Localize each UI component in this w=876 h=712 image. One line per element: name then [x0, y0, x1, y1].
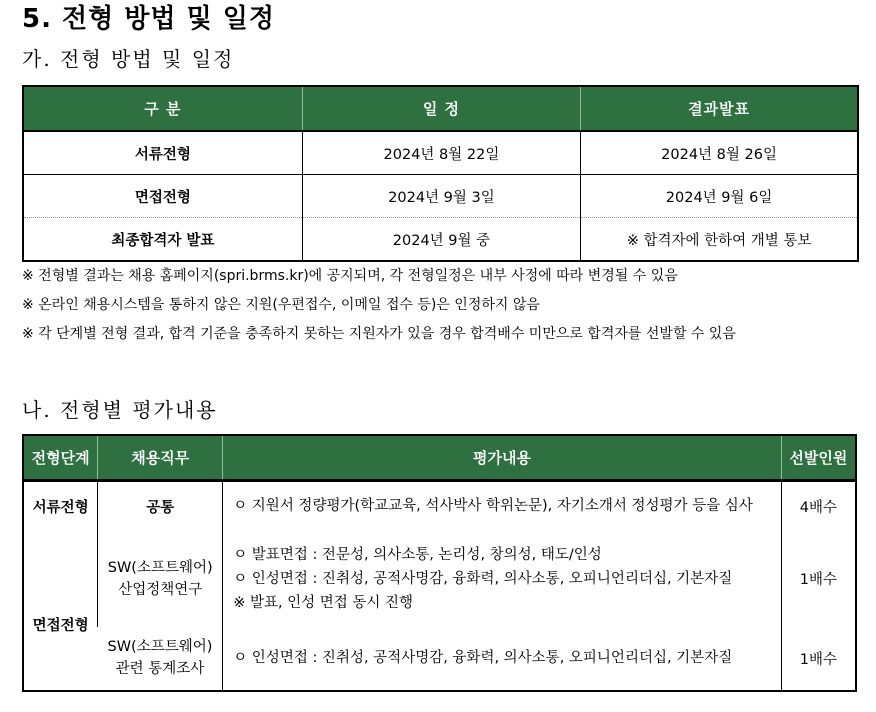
- table-row: [23, 175, 858, 218]
- count-cell: 4배수: [781, 481, 856, 531]
- header-schedule: 일 정: [302, 86, 580, 131]
- section-heading: 5. 전형 방법 및 일정: [22, 4, 275, 34]
- header-result: 결과발표: [581, 86, 858, 131]
- header-category: 구 분: [23, 86, 302, 131]
- content-cell: ㅇ 인성면접 : 진취성, 공적사명감, 융화력, 의사소통, 오피니언리더십, 기본자질: [223, 627, 782, 691]
- table-row: [23, 131, 858, 175]
- content-line: ㅇ 인성면접 : 진취성, 공적사명감, 융화력, 의사소통, 오피니언리더십, 기본자질: [233, 570, 733, 587]
- result-cell: ※ 합격자에 한하여 개별 통보: [581, 218, 858, 262]
- stage-cell: 면접전형: [23, 175, 302, 218]
- note-line: ※ 각 단계별 전형 결과, 합격 기준을 충족하지 못하는 지원자가 있을 경우 합격배수 미만으로 합격자를 선발할 수 있음: [22, 326, 736, 342]
- content-cell: [223, 531, 782, 627]
- table-row: [23, 531, 856, 627]
- job-cell: [98, 531, 223, 627]
- job-line: 산업정책연구: [118, 581, 203, 598]
- content-cell: ㅇ 지원서 정량평가(학교교육, 석사박사 학위논문), 자기소개서 정성평가 등을 심사: [223, 481, 782, 531]
- header-job: 채용직무: [98, 435, 223, 481]
- schedule-notes: [22, 262, 876, 349]
- content-line: ㅇ 발표면접 : 전문성, 의사소통, 논리성, 창의성, 태도/인성: [233, 546, 602, 563]
- date-cell: 2024년 9월 중: [302, 218, 580, 262]
- date-cell: 2024년 9월 3일: [302, 175, 580, 218]
- count-cell: 1배수: [781, 531, 856, 627]
- header-count: 선발인원: [781, 435, 856, 481]
- header-content: 평가내용: [223, 435, 782, 481]
- stage-cell: 면접전형: [32, 617, 89, 634]
- table-header-row: [23, 86, 858, 131]
- table-row: [23, 218, 858, 262]
- table-header-row: [23, 435, 856, 481]
- schedule-table: [22, 85, 859, 262]
- count-cell: 1배수: [781, 627, 856, 691]
- job-line: SW(소프트웨어): [107, 639, 213, 655]
- header-stage: 전형단계: [23, 435, 98, 481]
- result-cell: 2024년 8월 26일: [581, 131, 858, 175]
- note-line: ※ 전형별 결과는 채용 홈페이지(spri.brms.kr)에 공지되며, 각 전형일정은 내부 사정에 따라 변경될 수 있음: [22, 268, 678, 284]
- table-row: [23, 627, 856, 691]
- stage-cell: 서류전형: [23, 131, 302, 175]
- job-line: SW(소프트웨어): [107, 559, 213, 576]
- subsection-title-schedule: 가. 전형 방법 및 일정: [22, 47, 235, 71]
- date-cell: 2024년 8월 22일: [302, 131, 580, 175]
- table-row: [23, 481, 856, 531]
- job-cell: [98, 627, 223, 691]
- note-line: ※ 온라인 채용시스템을 통하지 않은 지원(우편접수, 이메일 접수 등)은 인정하지 않음: [22, 297, 540, 313]
- evaluation-table: [22, 434, 857, 692]
- job-cell: 공통: [98, 481, 223, 531]
- stage-cell: 최종합격자 발표: [111, 232, 215, 249]
- job-line: 관련 통계조사: [115, 661, 205, 677]
- subsection-title-evaluation: 나. 전형별 평가내용: [22, 398, 218, 422]
- content-line: ※ 발표, 인성 면접 동시 진행: [233, 594, 414, 611]
- stage-cell: 서류전형: [32, 499, 89, 516]
- result-cell: 2024년 9월 6일: [581, 175, 858, 218]
